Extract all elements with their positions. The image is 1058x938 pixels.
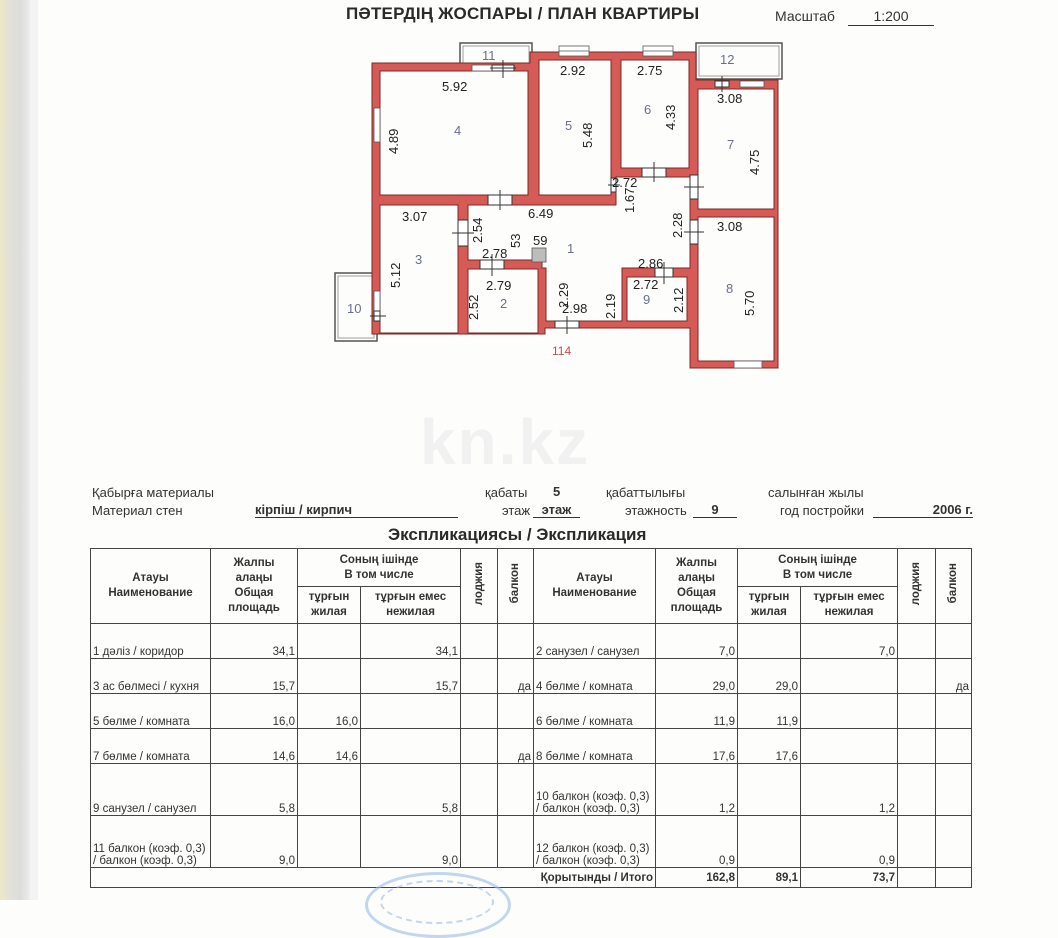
svg-text:12: 12 — [720, 52, 735, 67]
svg-text:6: 6 — [644, 102, 652, 117]
table-row — [91, 694, 972, 729]
cell-balcony — [936, 729, 972, 764]
floors-ru-label: этажность — [625, 503, 687, 518]
total-living: 89,1 — [738, 868, 801, 888]
floors-value: 9 — [693, 502, 737, 518]
svg-text:2.72: 2.72 — [612, 175, 638, 190]
cell-name: 3 ас бөлмесі / кухня — [91, 659, 211, 694]
cell-loggia — [461, 624, 498, 659]
svg-text:5: 5 — [565, 118, 573, 133]
table-row — [91, 729, 972, 764]
col-header-loggia-2: лоджия — [898, 549, 936, 624]
cell-name: 2 санузел / санузел — [534, 624, 656, 659]
floor-kz-label: қабаты — [485, 485, 528, 500]
year-ru-label: год постройки — [780, 503, 864, 518]
cell-total: 9,0 — [211, 816, 298, 868]
cell-balcony — [936, 816, 972, 868]
total-row — [91, 868, 972, 888]
cell-nonliving: 0,9 — [801, 816, 898, 868]
cell-total: 16,0 — [211, 694, 298, 729]
svg-text:3.08: 3.08 — [717, 91, 743, 106]
svg-text:3: 3 — [415, 252, 423, 267]
cell-loggia — [898, 764, 936, 816]
cell-loggia — [461, 816, 498, 868]
svg-text:2: 2 — [500, 296, 508, 311]
cell-nonliving: 1,2 — [801, 764, 898, 816]
total-area: 162,8 — [656, 868, 738, 888]
cell-name: 10 балкон (коэф. 0,3) / балкон (коэф. 0,3) — [534, 764, 656, 816]
total-loggia — [898, 868, 936, 888]
official-stamp-inner — [380, 880, 494, 924]
cell-total: 29,0 — [656, 659, 738, 694]
page-title: ПӘТЕРДІҢ ЖОСПАРЫ / ПЛАН КВАРТИРЫ — [346, 4, 700, 23]
cell-loggia — [461, 764, 498, 816]
svg-text:2.19: 2.19 — [603, 293, 618, 319]
cell-loggia — [461, 659, 498, 694]
cell-living: 16,0 — [298, 694, 361, 729]
cell-nonliving — [801, 659, 898, 694]
cell-living — [298, 659, 361, 694]
svg-text:2.92: 2.92 — [560, 63, 586, 78]
svg-text:2.54: 2.54 — [470, 217, 485, 243]
svg-text:114: 114 — [552, 344, 572, 358]
col-header-name-2: Атауы Наименование — [534, 549, 656, 624]
cell-living — [738, 764, 801, 816]
svg-text:6.49: 6.49 — [528, 206, 554, 221]
cell-living — [298, 816, 361, 868]
col-header-balcony: балкон — [498, 549, 534, 624]
svg-text:1.67: 1.67 — [622, 187, 637, 213]
floors-kz-label: қабаттылығы — [606, 485, 686, 500]
year-value: 2006 г. — [873, 502, 973, 518]
wall-material-ru-label: Материал стен — [92, 503, 183, 518]
svg-text:2.75: 2.75 — [637, 63, 663, 78]
cell-total: 1,2 — [656, 764, 738, 816]
table-row — [91, 764, 972, 816]
cell-balcony — [936, 694, 972, 729]
scan-edge-shadow — [0, 0, 32, 900]
cell-balcony: да — [498, 659, 534, 694]
cell-balcony — [498, 764, 534, 816]
total-balcony — [936, 868, 972, 888]
cell-nonliving: 7,0 — [801, 624, 898, 659]
svg-text:4.33: 4.33 — [663, 104, 678, 130]
wall-material-kz-label: Қабырға материалы — [92, 485, 214, 500]
cell-nonliving: 34,1 — [361, 624, 461, 659]
svg-text:9: 9 — [643, 292, 651, 307]
cell-total: 7,0 — [656, 624, 738, 659]
cell-nonliving: 5,8 — [361, 764, 461, 816]
cell-name: 1 дәліз / коридор — [91, 624, 211, 659]
svg-text:2.72: 2.72 — [633, 277, 659, 292]
svg-text:8: 8 — [726, 281, 734, 296]
col-header-living-2: тұрғын жилая — [738, 587, 801, 624]
cell-balcony — [498, 624, 534, 659]
svg-text:4.75: 4.75 — [747, 149, 762, 175]
cell-balcony — [498, 816, 534, 868]
table-row — [91, 816, 972, 868]
svg-text:2.12: 2.12 — [671, 287, 686, 313]
table-row — [91, 624, 972, 659]
svg-text:10: 10 — [347, 301, 362, 316]
cell-loggia — [898, 624, 936, 659]
cell-living — [738, 624, 801, 659]
svg-text:53: 53 — [508, 233, 523, 248]
table-row — [91, 659, 972, 694]
svg-text:59: 59 — [533, 233, 548, 248]
svg-text:5.48: 5.48 — [580, 122, 595, 148]
svg-text:4.89: 4.89 — [386, 128, 401, 154]
cell-living — [298, 624, 361, 659]
svg-text:2.52: 2.52 — [466, 294, 481, 320]
svg-text:2.86: 2.86 — [638, 256, 664, 271]
col-header-name: Атауы Наименование — [91, 549, 211, 624]
table-header-row — [91, 549, 972, 587]
cell-total: 11,9 — [656, 694, 738, 729]
floor-value: 5 — [553, 484, 561, 499]
svg-text:2.98: 2.98 — [562, 301, 588, 316]
svg-text:2.28: 2.28 — [670, 212, 685, 238]
cell-living: 11,9 — [738, 694, 801, 729]
scale-value: 1:200 — [848, 8, 934, 26]
scale-label: Масштаб — [775, 8, 835, 24]
svg-text:2.79: 2.79 — [486, 278, 512, 293]
cell-loggia — [461, 694, 498, 729]
wall-material-value: кірпіш / кирпич — [255, 502, 458, 518]
col-header-nonliving: тұрғын емес нежилая — [361, 587, 461, 624]
cell-balcony — [936, 764, 972, 816]
col-header-total-2: Жалпы алаңы Общая площадь — [656, 549, 738, 624]
cell-nonliving — [361, 694, 461, 729]
cell-loggia — [898, 729, 936, 764]
cell-nonliving — [801, 694, 898, 729]
col-header-nonliving-2: тұрғын емес нежилая — [801, 587, 898, 624]
col-header-balcony-2: балкон — [936, 549, 972, 624]
cell-total: 34,1 — [211, 624, 298, 659]
cell-nonliving: 15,7 — [361, 659, 461, 694]
total-nonliving: 73,7 — [801, 868, 898, 888]
cell-name: 6 бөлме / комната — [534, 694, 656, 729]
cell-total: 17,6 — [656, 729, 738, 764]
explication-table — [90, 548, 972, 888]
svg-text:2.29: 2.29 — [556, 282, 571, 308]
col-header-including: Соның ішінде В том числе — [298, 549, 461, 587]
cell-loggia — [461, 729, 498, 764]
cell-total: 15,7 — [211, 659, 298, 694]
cell-balcony: да — [498, 729, 534, 764]
floor-ru-value: этаж — [533, 502, 580, 518]
cell-balcony: да — [936, 659, 972, 694]
floor-plan — [330, 38, 790, 378]
svg-text:3.08: 3.08 — [717, 219, 743, 234]
svg-text:2.78: 2.78 — [482, 246, 508, 261]
cell-living: 14,6 — [298, 729, 361, 764]
cell-name: 5 бөлме / комната — [91, 694, 211, 729]
svg-text:4: 4 — [454, 123, 462, 138]
col-header-loggia: лоджия — [461, 549, 498, 624]
cell-total: 14,6 — [211, 729, 298, 764]
cell-name: 12 балкон (коэф. 0,3) / балкон (коэф. 0,3) — [534, 816, 656, 868]
cell-loggia — [898, 816, 936, 868]
cell-living — [298, 764, 361, 816]
cell-name: 11 балкон (коэф. 0,3) / балкон (коэф. 0,3) — [91, 816, 211, 868]
cell-name: 8 бөлме / комната — [534, 729, 656, 764]
cell-balcony — [936, 624, 972, 659]
svg-text:11: 11 — [482, 48, 496, 63]
cell-nonliving: 9,0 — [361, 816, 461, 868]
svg-text:5.12: 5.12 — [388, 262, 403, 288]
cell-total: 5,8 — [211, 764, 298, 816]
total-label: Қорытынды / Итого — [91, 868, 656, 888]
cell-loggia — [898, 694, 936, 729]
watermark: kn.kz — [420, 406, 591, 478]
cell-name: 7 бөлме / комната — [91, 729, 211, 764]
svg-text:7: 7 — [727, 137, 735, 152]
cell-total: 0,9 — [656, 816, 738, 868]
cell-living — [738, 816, 801, 868]
cell-living: 29,0 — [738, 659, 801, 694]
cell-living: 17,6 — [738, 729, 801, 764]
floor-ru-label: этаж — [502, 503, 531, 518]
svg-text:1: 1 — [567, 241, 575, 256]
svg-text:5.70: 5.70 — [742, 290, 757, 316]
year-kz-label: салынған жылы — [768, 485, 864, 500]
cell-loggia — [898, 659, 936, 694]
cell-balcony — [498, 694, 534, 729]
svg-text:3.07: 3.07 — [402, 209, 428, 224]
cell-nonliving — [801, 729, 898, 764]
cell-nonliving — [361, 729, 461, 764]
col-header-including-2: Соның ішінде В том числе — [738, 549, 898, 587]
cell-name: 9 санузел / санузел — [91, 764, 211, 816]
cell-name: 4 бөлме / комната — [534, 659, 656, 694]
col-header-living: тұрғын жилая — [298, 587, 361, 624]
col-header-total: Жалпы алаңы Общая площадь — [211, 549, 298, 624]
scan-edge-highlight — [32, 0, 38, 900]
svg-text:5.92: 5.92 — [442, 79, 468, 94]
explication-title: Экспликациясы / Экспликация — [388, 525, 647, 544]
